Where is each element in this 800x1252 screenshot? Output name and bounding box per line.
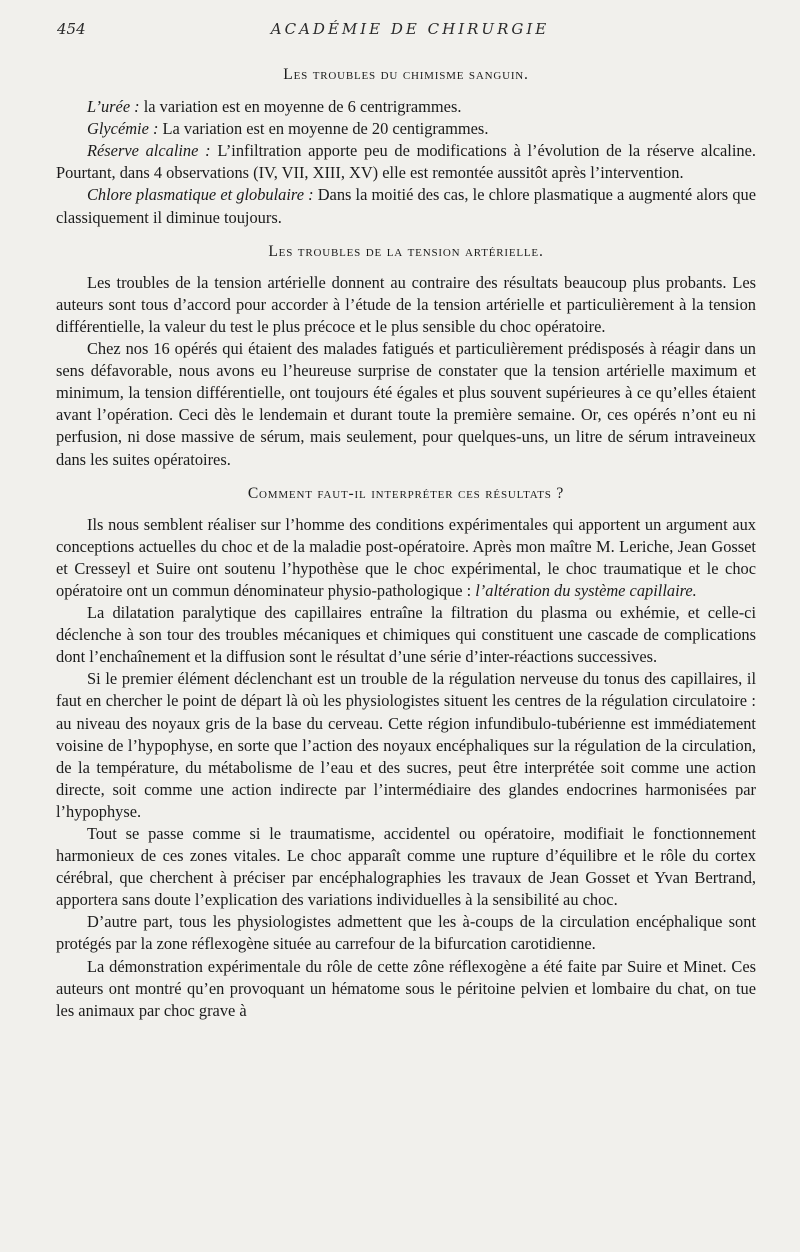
list-item: Réserve alcaline : L’infiltration apporte peu de modifications à l’évolution de la réserve alcaline. Pourtant, dans 4 observations (IV, VII, XIII, XV) elle est remontée aussitôt après l’intervention. xyxy=(56,141,756,183)
section-heading-chimisme: Les troubles du chimisme sanguin. xyxy=(283,66,529,83)
chimisme-list xyxy=(56,96,756,229)
body-text xyxy=(56,58,756,1022)
paragraph: Tout se passe comme si le traumatisme, accidentel ou opératoire, modifiait le fonctionnement harmonieux de ces zones vitales. Le choc apparaît comme une rupture d’équilibre et le rôle du cortex cérébral, que cherchent à préciser par encéphalographies les travaux de Jean Gosset et Yvan Bertrand, apportera sans doute l’explication des variations individuelles à la sensibilité au choc. xyxy=(56,824,756,910)
page-number: 454 xyxy=(57,20,86,38)
section-heading-interpretation: Comment faut-il interpréter ces résultats ? xyxy=(247,484,565,502)
paragraph: D’autre part, tous les physiologistes admettent que les à-coups de la circulation encéphalique sont protégés par la zone réflexogène située au carrefour de la bifurcation carotidienne. xyxy=(56,912,756,954)
list-item: L’urée : la variation est en moyenne de 6 centrigrammes. xyxy=(87,97,462,117)
paragraph: La dilatation paralytique des capillaires entraîne la filtration du plasma ou exhémie, et celle-ci déclenche à son tour des troubles mécaniques et chimiques qui constituent une cascade de complications dont l’enchaînement et la diffusion sont le résultat d’une série d’inter-réactions successives. xyxy=(56,603,756,667)
list-item: Glycémie : La variation est en moyenne de 20 centigrammes. xyxy=(87,119,489,139)
list-item: Chlore plasmatique et globulaire : Dans la moitié des cas, le chlore plasmatique a augmenté alors que classiquement il diminue toujours. xyxy=(56,185,756,227)
paragraph: Ils nous semblent réaliser sur l’homme des conditions expérimentales qui apportent un argument aux conceptions actuelles du choc et de la maladie post-opératoire. Après mon maître M. Leriche, Jean Gosset et Cresseyl et Suire ont soutenu l’hypothèse que le choc expérimental, le choc traumatique et le choc opératoire ont un commun dénominateur physio-pathologique : l’altération du système capillaire. xyxy=(56,514,756,600)
paragraph: Les troubles de la tension artérielle donnent au contraire des résultats beaucoup plus probants. Les auteurs sont tous d’accord pour accorder à l’étude de la tension artérielle et particulièrement à la tension différentielle, la valeur du test le plus précoce et le plus sensible du choc opératoire. xyxy=(56,272,756,336)
paragraph: Si le premier élément déclenchant est un trouble de la régulation nerveuse du tonus des capillaires, il faut en chercher le point de départ là où les physiologistes situent les centres de la régulation circulatoire : au niveau des noyaux gris de la base du cerveau. Cette région infundibulo-tubérienne est immédiatement voisine de l’hypophyse, en sorte que l’action des noyaux encéphaliques sur la régulation de la circulation, de la température, du métabolisme de l’eau et des sucres, peut être interprétée soit comme une action directe, soit comme une action indirecte par l’intermédiaire des glandes endocrines harmonisées par l’hypophyse. xyxy=(56,669,756,821)
emphasis: l’altération du système capillaire. xyxy=(475,580,697,600)
paragraph: Chez nos 16 opérés qui étaient des malades fatigués et particulièrement prédisposés à réagir dans un sens défavorable, nous avons eu l’heureuse surprise de constater que la tension artérielle maximum et minimum, la tension différentielle, ont toujours été égales et plus souvent supérieures à ce qu’elles étaient avant l’opération. Ceci dès le lendemain et durant toute la première semaine. Or, ces opérés n’ont eu ni perfusion, ni dose massive de sérum, mais seulement, pour quelques-uns, un litre de sérum intraveineux dans les suites opératoires. xyxy=(56,339,756,469)
running-title: ACADÉMIE DE CHIRURGIE xyxy=(270,20,550,38)
paragraph: La démonstration expérimentale du rôle de cette zône réflexogène a été faite par Suire et Minet. Ces auteurs ont montré qu’en provoquant un hématome sous le péritoine pelvien et lombaire du chat, on tue les animaux par choc grave à xyxy=(56,956,756,1020)
section-heading-tension: Les troubles de la tension artérielle. xyxy=(268,242,544,260)
